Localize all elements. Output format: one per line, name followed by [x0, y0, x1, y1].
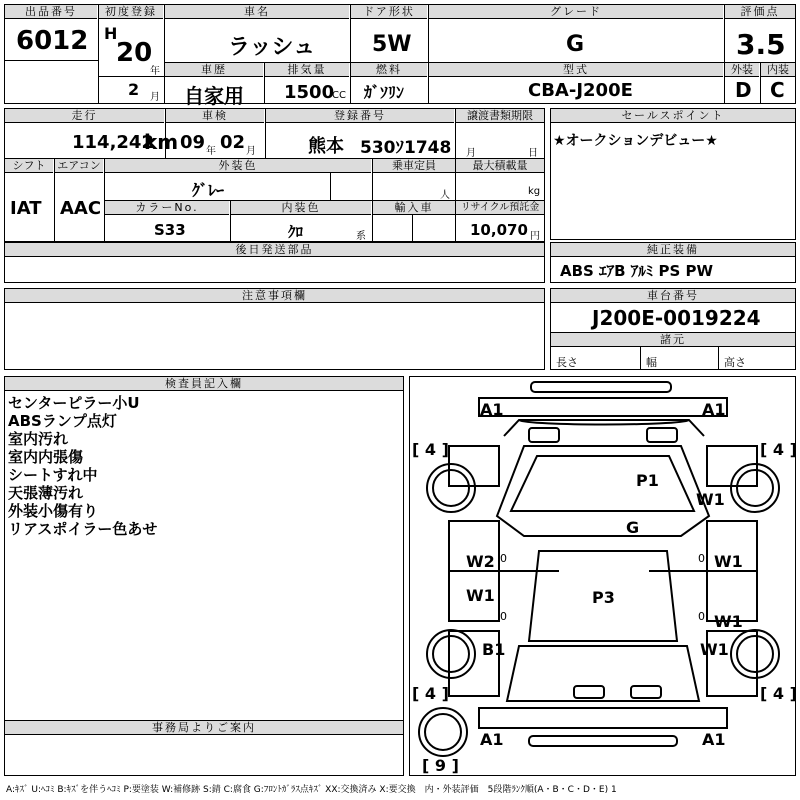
grade-value: G [566, 32, 585, 57]
sales-point-text: ★オークションデビュー★ [553, 133, 718, 149]
car-name: ラッシュ [228, 35, 316, 60]
car-diagram [409, 376, 796, 776]
transfer-day: 日 [528, 148, 538, 159]
zero-mark: 0 [698, 610, 705, 623]
lot-label: 出品番号 [5, 5, 97, 19]
load-label: 最大積載量 [456, 159, 544, 173]
plate-number: 530ｿ1748 [360, 138, 452, 158]
load-unit: kg [528, 186, 541, 197]
damage-mark: W1 [714, 552, 743, 571]
year-unit: 年 [150, 66, 160, 77]
info-table [4, 108, 545, 242]
history-value: 自家用 [184, 84, 244, 108]
transfer-deadline-label: 譲渡書類期限 [456, 109, 544, 123]
inspector-line: 室内汚れ [8, 430, 69, 448]
plate-region: 熊本 [308, 136, 344, 157]
recycle-value: 10,070 [470, 221, 528, 239]
int-score: C [770, 78, 785, 102]
zero-mark: 0 [698, 552, 705, 565]
damage-mark: A1 [480, 400, 504, 419]
colorno-label: カラーNo. [105, 201, 229, 215]
first-reg-label: 初度登録 [99, 5, 163, 19]
inspection-year: 09 [180, 132, 206, 153]
inspector-line: センターピラー小U [8, 394, 140, 412]
history-label: 車歴 [165, 63, 263, 77]
tire-depth: [ 4 ] [412, 684, 449, 703]
chassis-number: J200E-0019224 [592, 306, 761, 330]
tire-value: 4 [772, 440, 785, 459]
car-name-label: 車名 [165, 5, 349, 19]
equipment-label: 純正装備 [551, 243, 795, 257]
recycle-label: リサイクル預託金 [456, 201, 544, 215]
inspector-line: シートすれ中 [8, 466, 98, 484]
intcolor-value: ｸﾛ [288, 223, 304, 241]
damage-mark: W1 [714, 612, 743, 631]
grade-label: グレード [429, 5, 723, 19]
inspection-label: 車検 [166, 109, 264, 123]
spec-width: 幅 [646, 356, 657, 369]
door-value: 5W [372, 32, 412, 57]
intcolor-unit: 系 [356, 231, 366, 242]
inspector-line: ABSランプ点灯 [8, 412, 117, 430]
fuel-value: ｶﾞｿﾘﾝ [364, 83, 405, 102]
model-label: 型式 [429, 63, 723, 77]
ac-label: エアコン [55, 159, 103, 173]
damage-mark: A1 [702, 400, 726, 419]
displacement-label: 排気量 [265, 63, 349, 77]
inspector-notes [8, 394, 157, 538]
damage-mark: W1 [700, 640, 729, 659]
plate-label: 登録番号 [266, 109, 454, 123]
month-unit: 月 [150, 92, 160, 103]
zero-mark: 0 [500, 610, 507, 623]
displacement-unit: CC [332, 90, 346, 101]
tire-value: 4 [772, 684, 785, 703]
inspector-line: 室内内張傷 [8, 448, 84, 466]
recycle-unit: 円 [530, 231, 540, 242]
chassis-label: 車台番号 [551, 289, 795, 303]
spec-height: 高さ [724, 356, 746, 369]
mileage-label: 走行 [5, 109, 164, 123]
specs-label: 諸元 [551, 332, 795, 347]
damage-mark: W1 [466, 586, 495, 605]
tire-depth: [ 4 ] [760, 684, 797, 703]
ac-value: AAC [60, 198, 102, 219]
legend-text: A:ｷｽﾞ U:ﾍｺﾐ B:ｷｽﾞを伴うﾍｺﾐ P:要塗装 W:補修跡 S:錆 C:腐食 G:ﾌﾛﾝﾄｶﾞﾗｽ点ｷｽﾞ XX:交換済み X:要交換 内・外装評価 5段階ﾗﾝｸ順(A・B・C・D・E) 1 [6, 785, 617, 795]
ext-label: 外装 [725, 63, 759, 77]
model-value: CBA-J200E [528, 80, 633, 101]
reg-month: 2 [128, 80, 140, 99]
color-label: 外装色 [105, 159, 371, 173]
damage-mark: G [626, 518, 640, 537]
inspection-month: 02 [220, 132, 246, 153]
reg-year: 20 [116, 38, 153, 68]
import-label: 輸入車 [373, 201, 455, 215]
tire-value: 4 [424, 440, 437, 459]
sales-point-box [550, 108, 796, 240]
inspector-line: 外装小傷有り [8, 502, 99, 520]
lot-number: 6012 [16, 26, 89, 56]
damage-mark: B1 [482, 640, 506, 659]
door-label: ドア形状 [351, 5, 427, 19]
notes-label: 注意事項欄 [5, 289, 544, 303]
inspector-label: 検査員記入欄 [5, 377, 403, 391]
damage-mark: W1 [696, 490, 725, 509]
sales-point-label: セールスポイント [551, 109, 795, 123]
ext-score: D [735, 78, 752, 102]
inspector-line: 天張薄汚れ [8, 484, 84, 502]
inspection-year-unit: 年 [206, 146, 216, 157]
damage-mark: A1 [702, 730, 726, 749]
inspector-line: リアスポイラー色あせ [8, 520, 158, 538]
tire-depth: [ 4 ] [760, 440, 797, 459]
score-label: 評価点 [725, 5, 795, 19]
mileage-unit: km [144, 130, 179, 154]
seats-label: 乗車定員 [373, 159, 455, 173]
tire-depth: [ 4 ] [412, 440, 449, 459]
damage-mark: P3 [592, 588, 615, 607]
damage-mark: P1 [636, 471, 659, 490]
tire-value: 9 [434, 756, 447, 775]
office-label: 事務局よりご案内 [5, 720, 403, 735]
fuel-label: 燃料 [351, 63, 427, 77]
seats-unit: 人 [440, 190, 450, 201]
inspection-month-unit: 月 [246, 146, 256, 157]
color-value: ｸﾞﾚｰ [192, 181, 225, 200]
intcolor-label: 内装色 [231, 201, 371, 215]
era-letter: H [104, 24, 118, 43]
damage-mark: A1 [480, 730, 504, 749]
int-label: 内装 [761, 63, 795, 77]
transfer-month: 月 [466, 148, 476, 159]
equipment-text: ABS ｴｱB ｱﾙﾐ PS PW [560, 262, 714, 280]
displacement-value: 1500 [284, 82, 335, 103]
zero-mark: 0 [500, 552, 507, 565]
shift-label: シフト [5, 159, 53, 173]
colorno-value: S33 [154, 221, 186, 239]
score-value: 3.5 [736, 28, 786, 61]
shift-value: IAT [10, 198, 42, 219]
mileage-value: 114,242 [72, 132, 154, 153]
tire-value: 4 [424, 684, 437, 703]
damage-mark: W2 [466, 552, 495, 571]
parts-label: 後日発送部品 [5, 243, 544, 257]
spare-tire-depth: [ 9 ] [422, 756, 459, 775]
spec-length: 長さ [556, 356, 578, 369]
